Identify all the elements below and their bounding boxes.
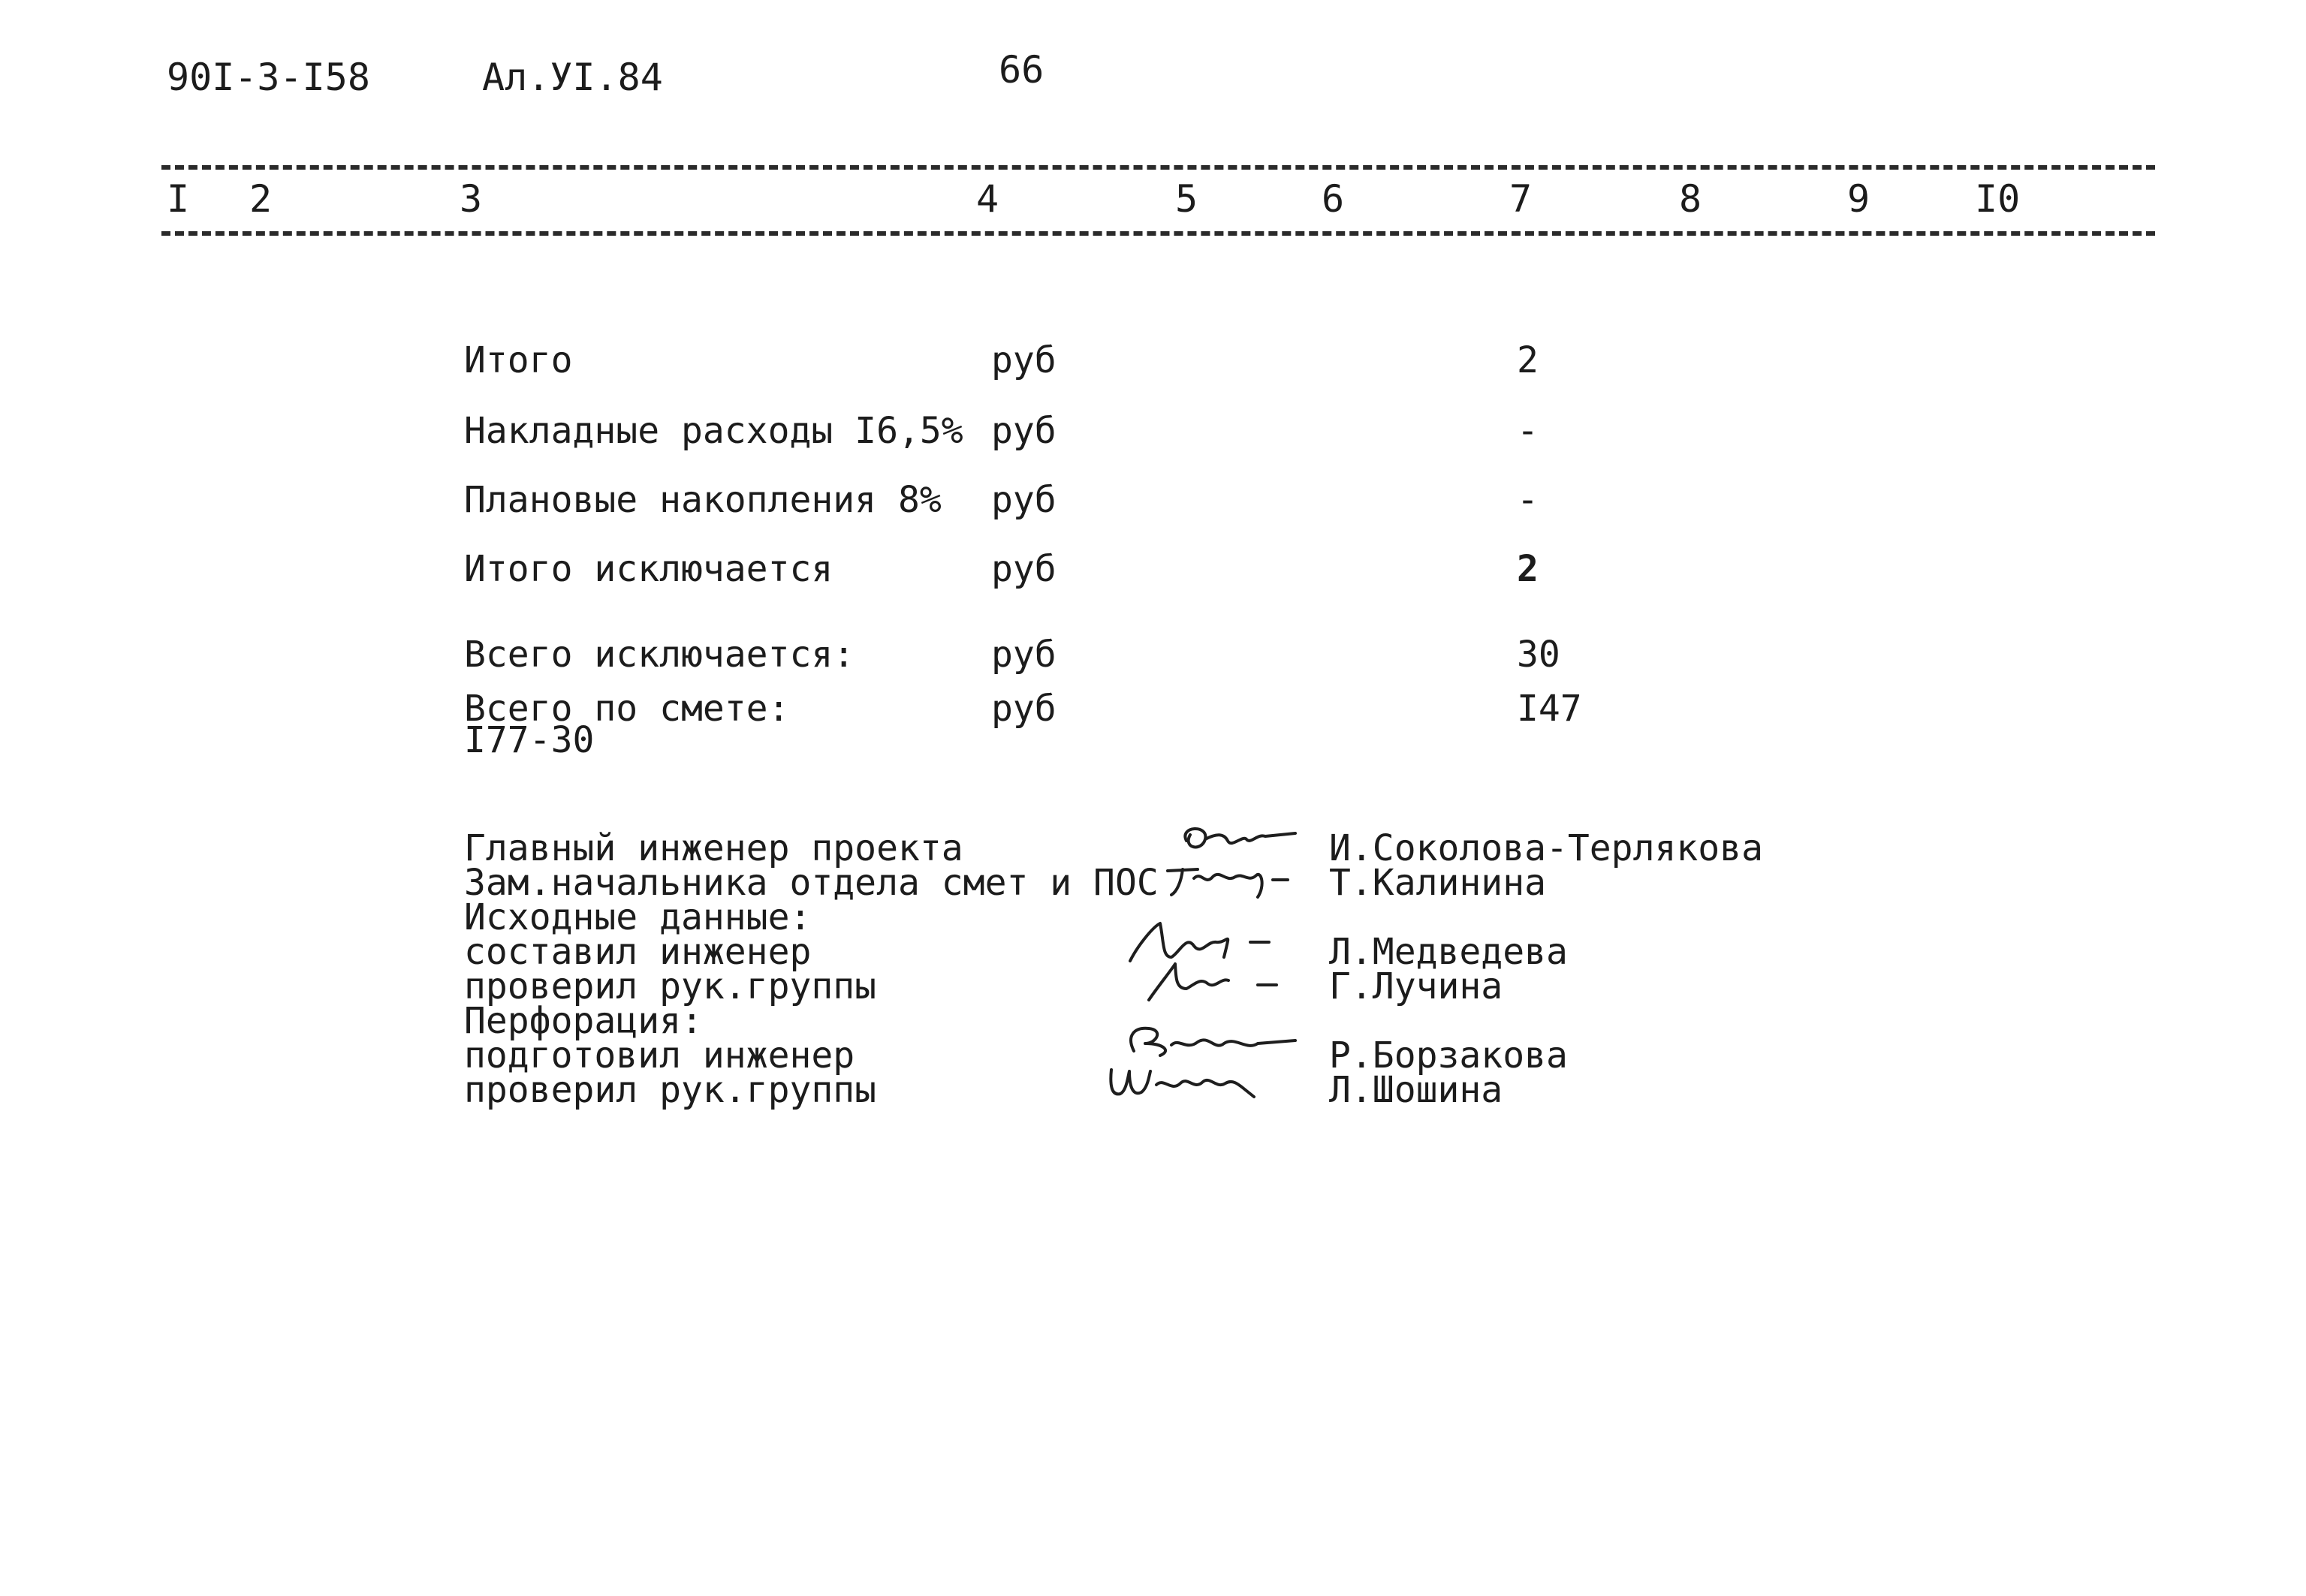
row-label-itogo-excluded: Итого исключается [464, 548, 833, 590]
signature-name-medvedeva: Л.Медведева [1329, 931, 1568, 973]
row-unit-estimate-total: руб [991, 688, 1057, 730]
signature-role-deputy-head: Зам.начальника отдела смет и ПОС [464, 862, 1159, 904]
row-unit-overhead: руб [991, 410, 1057, 452]
row-value-estimate-total: I47 [1517, 688, 1582, 730]
column-number-5: 5 [1175, 177, 1198, 221]
row-label-estimate-total: Всего по смете: [464, 688, 790, 730]
column-number-7: 7 [1509, 177, 1533, 221]
signature-role-checked-by-1: проверил рук.группы [464, 965, 877, 1007]
column-number-1: I [167, 177, 190, 221]
signature-role-checked-by-2: проверил рук.группы [464, 1069, 877, 1111]
signature-name-luchina: Г.Лучина [1329, 965, 1503, 1007]
signature-name-kalinina: Т.Калинина [1329, 862, 1546, 904]
signature-role-chief-engineer: Главный инженер проекта [464, 827, 963, 869]
signature-section-perforation: Перфорация: [464, 1000, 703, 1042]
row-unit-planned-savings: руб [991, 479, 1057, 521]
row-label-overhead: Накладные расходы I6,5% [464, 410, 963, 452]
signature-section-source-data: Исходные данные: [464, 896, 812, 938]
column-number-9: 9 [1847, 177, 1870, 221]
row-label-planned-savings: Плановые накопления 8% [464, 479, 942, 521]
estimate-total-note: I77-30 [464, 719, 595, 761]
column-number-6: 6 [1322, 177, 1345, 221]
row-value-total-excluded: 30 [1517, 634, 1560, 676]
page-number: 66 [999, 48, 1044, 92]
row-unit-total-excluded: руб [991, 634, 1057, 676]
row-value-itogo: 2 [1517, 339, 1539, 381]
column-number-3: 3 [460, 177, 483, 221]
signature-name-sokolova: И.Соколова-Терлякова [1329, 827, 1763, 869]
handwritten-signature-kalinina [1160, 856, 1310, 902]
album-number: Ал.УI.84 [482, 56, 663, 99]
document-code: 90I-3-I58 [167, 56, 370, 99]
row-unit-itogo: руб [991, 339, 1057, 381]
bottom-dashed-rule [161, 231, 2155, 236]
row-label-total-excluded: Всего исключается: [464, 634, 855, 676]
top-dashed-rule [161, 165, 2155, 170]
row-value-planned-savings: - [1517, 479, 1539, 521]
row-value-overhead: - [1517, 410, 1539, 452]
handwritten-signature-shoshina [1096, 1055, 1284, 1107]
column-number-8: 8 [1679, 177, 1702, 221]
column-number-10: I0 [1975, 177, 2021, 221]
signature-name-shoshina: Л.Шошина [1329, 1069, 1503, 1111]
handwritten-signature-luchina [1126, 955, 1284, 1007]
column-number-4: 4 [976, 177, 999, 221]
row-value-itogo-excluded: 2 [1517, 548, 1539, 590]
column-number-2: 2 [249, 177, 273, 221]
signature-role-compiled-by: составил инженер [464, 931, 812, 973]
row-label-itogo: Итого [464, 339, 573, 381]
signature-role-prepared-by: подготовил инженер [464, 1034, 855, 1077]
signature-name-borzakova: Р.Борзакова [1329, 1034, 1568, 1077]
row-unit-itogo-excluded: руб [991, 548, 1057, 590]
